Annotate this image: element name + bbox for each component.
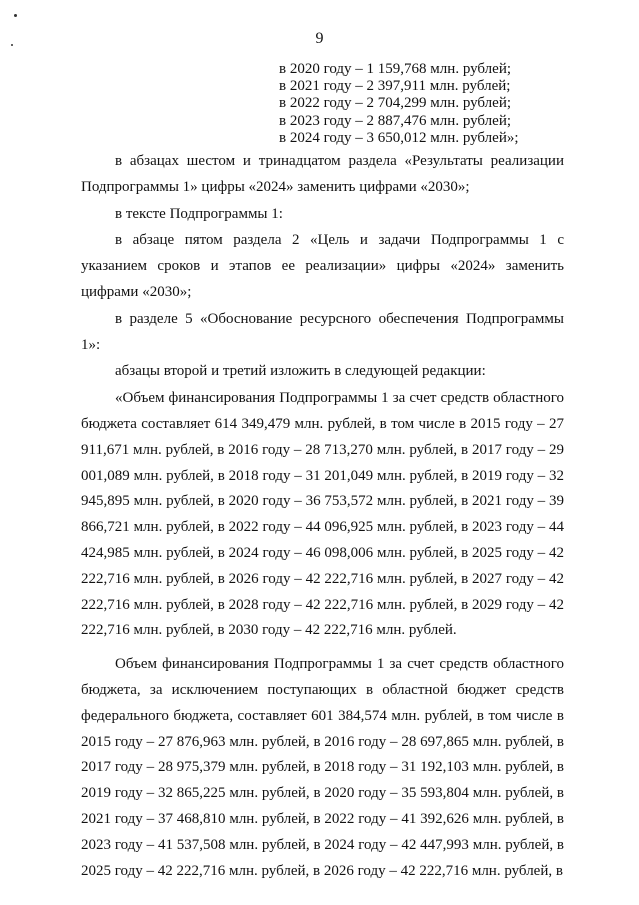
paragraph-funding-total: «Объем финансирования Подпрограммы 1 за счет средств областного бюджета составляет 614 349,479 млн. рублей, в том числе в 2015 году – 27 911,671 млн. рублей, в 2016 году – 28 713,270 млн. рублей, в 2017 году – 29 001,089 млн. рублей, в 2018 году – 31 201,049 млн. рублей, в 2019 году – 32 945,895 млн. рублей, в 2020 году – 36 753,572 млн. рублей, в 2021 году – 39 866,721 млн. рублей, в 2022 году – 44 096,925 млн. рублей, в 2023 году – 44 424,985 млн. рублей, в 2024 году – 46 098,006 млн. рублей, в 2025 году – 42 222,716 млн. рублей, в 2026 году – 42 222,716 млн. рублей, в 2027 году – 42 222,716 млн. рублей, в 2028 году – 42 222,716 млн. рублей, в 2029 году – 42 222,716 млн. рублей, в 2030 году – 42 222,716 млн. рублей.	[81, 390, 564, 639]
body-text	[81, 149, 564, 885]
amount-line: в 2024 году – 3 650,012 млн. рублей»;	[279, 129, 519, 146]
paragraph-subprogram-text: в тексте Подпрограммы 1:	[115, 205, 283, 222]
paragraph-section-2: в абзаце пятом раздела 2 «Цель и задачи Подпрограммы 1 с указанием сроков и этапов ее реализации» цифры «2024» заменить цифрами «2030»;	[81, 232, 564, 300]
scan-speck	[14, 14, 17, 17]
amount-line: в 2022 году – 2 704,299 млн. рублей;	[279, 95, 512, 112]
paragraph-amend-results: в абзацах шестом и тринадцатом раздела «Результаты реализации Подпрограммы 1» цифры «2024» заменить цифрами «2030»;	[81, 153, 564, 195]
scan-speck	[11, 44, 13, 46]
amount-line: в 2023 году – 2 887,476 млн. рублей;	[279, 112, 512, 129]
page-number: 9	[315, 30, 324, 47]
amount-line: в 2020 году – 1 159,768 млн. рублей;	[279, 61, 512, 77]
paragraph-new-wording: абзацы второй и третий изложить в следующей редакции:	[115, 363, 486, 380]
amount-line: в 2021 году – 2 397,911 млн. рублей;	[279, 78, 511, 95]
paragraph-section-5: в разделе 5 «Обоснование ресурсного обеспечения Подпрограммы 1»:	[81, 310, 564, 353]
amounts-list	[279, 61, 579, 147]
paragraph-funding-excluding-federal: Объем финансирования Подпрограммы 1 за счет средств областного бюджета, за исключением поступающих в областной бюджет средств федерального бюджета, составляет 601 384,574 млн. рублей, в том числе в 2015 году – 27 876,963 млн. рублей, в 2016 году – 28 697,865 млн. рублей, в 2017 году – 28 975,379 млн. рублей, в 2018 году – 31 192,103 млн. рублей, в 2019 году – 32 865,225 млн. рублей, в 2020 году – 35 593,804 млн. рублей, в 2021 году – 37 468,810 млн. рублей, в 2022 году – 41 392,626 млн. рублей, в 2023 году – 41 537,508 млн. рублей, в 2024 году – 42 447,993 млн. рублей, в 2025 году – 42 222,716 млн. рублей, в 2026 году – 42 222,716 млн. рублей, в	[81, 656, 564, 879]
